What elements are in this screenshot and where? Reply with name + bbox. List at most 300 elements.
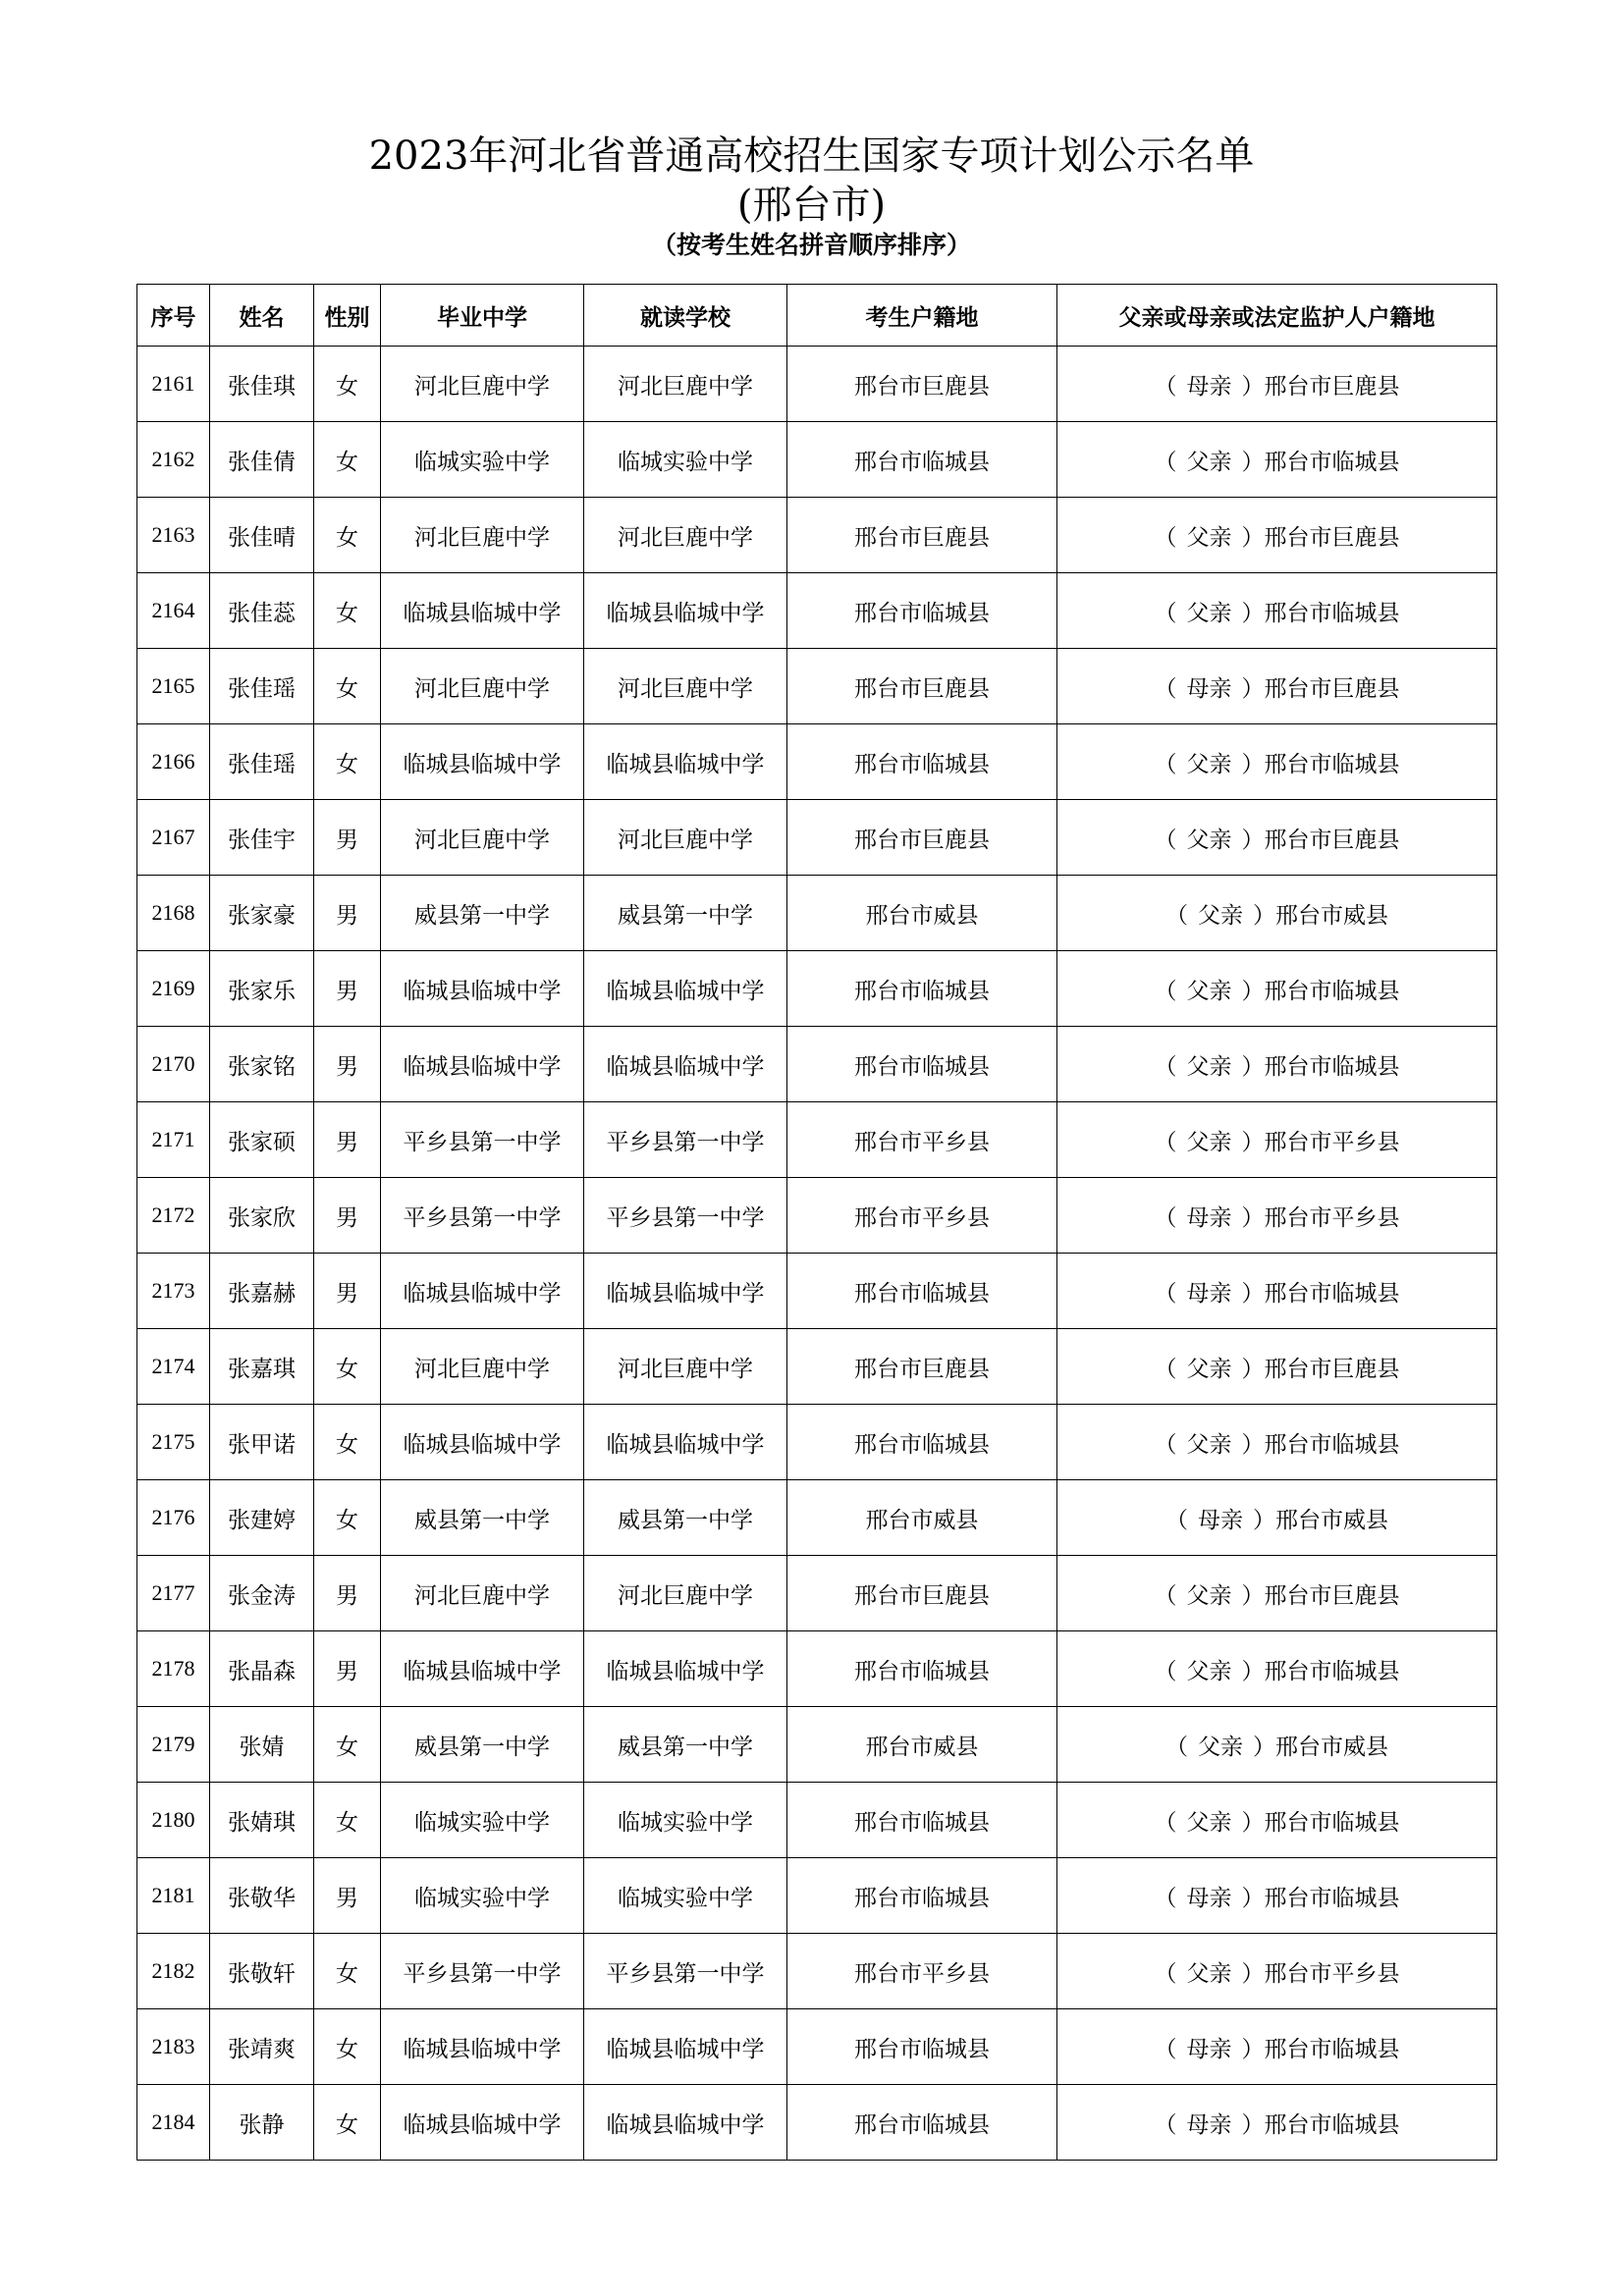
paren-close: ） <box>1241 1582 1265 1609</box>
student-name: 张佳晴 <box>210 498 314 573</box>
row-number: 2184 <box>137 2085 210 2161</box>
student-household: 邢台市临城县 <box>787 573 1057 649</box>
header-no: 序号 <box>137 285 210 347</box>
guardian-place: 邢台市巨鹿县 <box>1264 524 1400 551</box>
student-name: 张佳琪 <box>210 347 314 422</box>
table-row <box>137 876 1497 951</box>
guardian-relation: 父亲 <box>1186 1053 1232 1080</box>
student-household: 邢台市临城县 <box>787 2085 1057 2161</box>
current-school: 临城县临城中学 <box>584 951 787 1027</box>
paren-close: ） <box>1241 978 1265 1004</box>
guardian-household <box>1057 951 1497 1027</box>
guardian-relation: 母亲 <box>1186 1280 1232 1307</box>
student-household: 邢台市临城县 <box>787 422 1057 498</box>
paren-close: ） <box>1241 2111 1265 2138</box>
paren-close: ） <box>1241 1809 1265 1836</box>
gender: 女 <box>314 422 381 498</box>
table-row <box>137 1405 1497 1480</box>
guardian-household <box>1057 1858 1497 1934</box>
row-number: 2179 <box>137 1707 210 1783</box>
table-row <box>137 724 1497 800</box>
guardian-place: 邢台市威县 <box>1275 1507 1388 1533</box>
guardian-relation: 父亲 <box>1186 1960 1232 1987</box>
paren-open: （ <box>1154 751 1177 777</box>
page-subtitle-city: (邢台市) <box>736 183 887 228</box>
guardian-place: 邢台市临城县 <box>1264 1431 1400 1458</box>
guardian-place: 邢台市临城县 <box>1264 751 1400 777</box>
guardian-household <box>1057 573 1497 649</box>
student-name: 张靖爽 <box>210 2009 314 2085</box>
row-number: 2166 <box>137 724 210 800</box>
gender: 女 <box>314 2009 381 2085</box>
paren-open: （ <box>1154 1280 1177 1307</box>
guardian-place: 邢台市临城县 <box>1264 2111 1400 2138</box>
gender: 男 <box>314 951 381 1027</box>
current-school: 临城实验中学 <box>584 1783 787 1858</box>
graduation-school: 临城县临城中学 <box>381 1027 584 1102</box>
paren-close: ） <box>1241 827 1265 853</box>
guardian-relation: 父亲 <box>1186 1582 1232 1609</box>
paren-open: （ <box>1154 1885 1177 1911</box>
guardian-household <box>1057 1329 1497 1405</box>
gender: 女 <box>314 724 381 800</box>
paren-open: （ <box>1154 449 1177 475</box>
guardian-relation: 母亲 <box>1186 2111 1232 2138</box>
graduation-school: 河北巨鹿中学 <box>381 347 584 422</box>
student-household: 邢台市临城县 <box>787 2009 1057 2085</box>
table-row <box>137 498 1497 573</box>
gender: 女 <box>314 1783 381 1858</box>
paren-open: （ <box>1154 373 1177 400</box>
table-row <box>137 1027 1497 1102</box>
table-row <box>137 1707 1497 1783</box>
student-household: 邢台市平乡县 <box>787 1102 1057 1178</box>
row-number: 2168 <box>137 876 210 951</box>
student-household: 邢台市巨鹿县 <box>787 498 1057 573</box>
table-row <box>137 1254 1497 1329</box>
row-number: 2165 <box>137 649 210 724</box>
guardian-relation: 母亲 <box>1186 373 1232 400</box>
guardian-place: 邢台市巨鹿县 <box>1264 373 1400 400</box>
guardian-relation: 母亲 <box>1186 1885 1232 1911</box>
gender: 男 <box>314 1027 381 1102</box>
guardian-relation: 父亲 <box>1186 600 1232 626</box>
current-school: 临城县临城中学 <box>584 573 787 649</box>
guardian-household <box>1057 1631 1497 1707</box>
paren-close: ） <box>1241 1431 1265 1458</box>
table-row <box>137 573 1497 649</box>
paren-open: （ <box>1154 978 1177 1004</box>
guardian-relation: 父亲 <box>1186 1129 1232 1155</box>
guardian-place: 邢台市威县 <box>1275 1734 1388 1760</box>
paren-open: （ <box>1154 2111 1177 2138</box>
table-row <box>137 1329 1497 1405</box>
guardian-place: 邢台市临城县 <box>1264 1658 1400 1684</box>
current-school: 河北巨鹿中学 <box>584 1556 787 1631</box>
paren-open: （ <box>1154 1204 1177 1231</box>
paren-open: （ <box>1154 1356 1177 1382</box>
gender: 男 <box>314 1858 381 1934</box>
paren-close: ） <box>1241 1356 1265 1382</box>
paren-open: （ <box>1154 827 1177 853</box>
student-household: 邢台市临城县 <box>787 1027 1057 1102</box>
graduation-school: 临城县临城中学 <box>381 2085 584 2161</box>
graduation-school: 临城县临城中学 <box>381 951 584 1027</box>
paren-open: （ <box>1154 600 1177 626</box>
gender: 女 <box>314 1480 381 1556</box>
paren-open: （ <box>1154 1658 1177 1684</box>
graduation-school: 河北巨鹿中学 <box>381 1329 584 1405</box>
student-household: 邢台市平乡县 <box>787 1934 1057 2009</box>
guardian-place: 邢台市临城县 <box>1264 600 1400 626</box>
guardian-place: 邢台市巨鹿县 <box>1264 1582 1400 1609</box>
table-row <box>137 1783 1497 1858</box>
table-row <box>137 1631 1497 1707</box>
paren-open: （ <box>1165 1507 1188 1533</box>
paren-close: ） <box>1241 751 1265 777</box>
table-row <box>137 347 1497 422</box>
paren-close: ） <box>1241 1053 1265 1080</box>
paren-open: （ <box>1154 1809 1177 1836</box>
guardian-place: 邢台市临城县 <box>1264 2036 1400 2062</box>
guardian-place: 邢台市巨鹿县 <box>1264 827 1400 853</box>
paren-close: ） <box>1241 1280 1265 1307</box>
student-household: 邢台市临城县 <box>787 1783 1057 1858</box>
header-name: 姓名 <box>210 285 314 347</box>
guardian-household <box>1057 1480 1497 1556</box>
student-household: 邢台市临城县 <box>787 1254 1057 1329</box>
guardian-household <box>1057 1178 1497 1254</box>
student-household: 邢台市巨鹿县 <box>787 800 1057 876</box>
student-household: 邢台市威县 <box>787 876 1057 951</box>
table-row <box>137 1102 1497 1178</box>
paren-close: ） <box>1241 1960 1265 1987</box>
gender: 女 <box>314 1934 381 2009</box>
row-number: 2182 <box>137 1934 210 2009</box>
guardian-household <box>1057 1783 1497 1858</box>
gender: 男 <box>314 1178 381 1254</box>
current-school: 平乡县第一中学 <box>584 1934 787 2009</box>
graduation-school: 平乡县第一中学 <box>381 1178 584 1254</box>
student-name: 张家铭 <box>210 1027 314 1102</box>
student-household: 邢台市巨鹿县 <box>787 347 1057 422</box>
student-household: 邢台市平乡县 <box>787 1178 1057 1254</box>
guardian-relation: 父亲 <box>1186 1431 1232 1458</box>
gender: 女 <box>314 1405 381 1480</box>
current-school: 威县第一中学 <box>584 1480 787 1556</box>
header-study-school: 就读学校 <box>584 285 787 347</box>
student-name: 张金涛 <box>210 1556 314 1631</box>
guardian-relation: 父亲 <box>1186 449 1232 475</box>
current-school: 河北巨鹿中学 <box>584 498 787 573</box>
current-school: 临城县临城中学 <box>584 1254 787 1329</box>
graduation-school: 临城县临城中学 <box>381 1405 584 1480</box>
student-household: 邢台市临城县 <box>787 1405 1057 1480</box>
row-number: 2176 <box>137 1480 210 1556</box>
paren-open: （ <box>1154 1053 1177 1080</box>
gender: 男 <box>314 876 381 951</box>
paren-open: （ <box>1165 902 1188 929</box>
guardian-relation: 父亲 <box>1186 827 1232 853</box>
student-name: 张佳倩 <box>210 422 314 498</box>
current-school: 河北巨鹿中学 <box>584 347 787 422</box>
header-guardian-household: 父亲或母亲或法定监护人户籍地 <box>1057 285 1497 347</box>
guardian-household <box>1057 1254 1497 1329</box>
guardian-household <box>1057 1027 1497 1102</box>
student-name: 张佳瑶 <box>210 649 314 724</box>
guardian-household <box>1057 876 1497 951</box>
current-school: 临城县临城中学 <box>584 1631 787 1707</box>
student-name: 张婧 <box>210 1707 314 1783</box>
graduation-school: 临城县临城中学 <box>381 573 584 649</box>
current-school: 临城实验中学 <box>584 1858 787 1934</box>
paren-open: （ <box>1165 1734 1188 1760</box>
paren-close: ） <box>1241 449 1265 475</box>
student-name: 张甲诺 <box>210 1405 314 1480</box>
guardian-household <box>1057 1934 1497 2009</box>
gender: 女 <box>314 347 381 422</box>
row-number: 2174 <box>137 1329 210 1405</box>
paren-close: ） <box>1241 675 1265 702</box>
gender: 女 <box>314 1329 381 1405</box>
table-row <box>137 2009 1497 2085</box>
paren-close: ） <box>1241 1129 1265 1155</box>
row-number: 2163 <box>137 498 210 573</box>
row-number: 2170 <box>137 1027 210 1102</box>
guardian-relation: 父亲 <box>1186 1809 1232 1836</box>
table-row <box>137 649 1497 724</box>
row-number: 2167 <box>137 800 210 876</box>
current-school: 临城县临城中学 <box>584 724 787 800</box>
guardian-place: 邢台市临城县 <box>1264 1053 1400 1080</box>
paren-close: ） <box>1241 600 1265 626</box>
table-row <box>137 800 1497 876</box>
graduation-school: 临城县临城中学 <box>381 1254 584 1329</box>
guardian-household <box>1057 2085 1497 2161</box>
table-row <box>137 1480 1497 1556</box>
graduation-school: 威县第一中学 <box>381 1707 584 1783</box>
student-household: 邢台市巨鹿县 <box>787 1556 1057 1631</box>
row-number: 2173 <box>137 1254 210 1329</box>
guardian-household <box>1057 800 1497 876</box>
student-name: 张家乐 <box>210 951 314 1027</box>
graduation-school: 平乡县第一中学 <box>381 1934 584 2009</box>
student-household: 邢台市临城县 <box>787 1858 1057 1934</box>
guardian-relation: 母亲 <box>1186 2036 1232 2062</box>
current-school: 临城县临城中学 <box>584 2085 787 2161</box>
graduation-school: 临城实验中学 <box>381 1858 584 1934</box>
student-household: 邢台市威县 <box>787 1707 1057 1783</box>
guardian-relation: 父亲 <box>1186 978 1232 1004</box>
gender: 女 <box>314 573 381 649</box>
paren-close: ） <box>1253 902 1275 929</box>
guardian-place: 邢台市临城县 <box>1264 1809 1400 1836</box>
header-gender: 性别 <box>314 285 381 347</box>
graduation-school: 河北巨鹿中学 <box>381 649 584 724</box>
table-header-row <box>137 285 1497 347</box>
graduation-school: 临城实验中学 <box>381 1783 584 1858</box>
row-number: 2180 <box>137 1783 210 1858</box>
student-name: 张家豪 <box>210 876 314 951</box>
paren-close: ） <box>1241 2036 1265 2062</box>
gender: 女 <box>314 498 381 573</box>
student-household: 邢台市临城县 <box>787 1631 1057 1707</box>
student-name: 张家欣 <box>210 1178 314 1254</box>
guardian-household <box>1057 1556 1497 1631</box>
guardian-relation: 父亲 <box>1186 1658 1232 1684</box>
row-number: 2164 <box>137 573 210 649</box>
current-school: 威县第一中学 <box>584 1707 787 1783</box>
gender: 男 <box>314 1102 381 1178</box>
guardian-place: 邢台市巨鹿县 <box>1264 675 1400 702</box>
table-body <box>137 347 1497 2161</box>
guardian-relation: 父亲 <box>1186 524 1232 551</box>
paren-close: ） <box>1241 524 1265 551</box>
guardian-place: 邢台市平乡县 <box>1264 1129 1400 1155</box>
paren-close: ） <box>1241 1204 1265 1231</box>
table-row <box>137 1934 1497 2009</box>
gender: 女 <box>314 1707 381 1783</box>
paren-close: ） <box>1253 1734 1275 1760</box>
row-number: 2161 <box>137 347 210 422</box>
gender: 女 <box>314 649 381 724</box>
graduation-school: 临城县临城中学 <box>381 1631 584 1707</box>
gender: 女 <box>314 2085 381 2161</box>
guardian-place: 邢台市临城县 <box>1264 449 1400 475</box>
row-number: 2178 <box>137 1631 210 1707</box>
guardian-household <box>1057 724 1497 800</box>
guardian-relation: 母亲 <box>1186 1204 1232 1231</box>
gender: 男 <box>314 1631 381 1707</box>
header-grad-school: 毕业中学 <box>381 285 584 347</box>
student-name: 张佳宇 <box>210 800 314 876</box>
paren-open: （ <box>1154 1582 1177 1609</box>
row-number: 2175 <box>137 1405 210 1480</box>
row-number: 2177 <box>137 1556 210 1631</box>
sort-note: （按考生姓名拼音顺序排序） <box>651 231 971 259</box>
graduation-school: 河北巨鹿中学 <box>381 1556 584 1631</box>
row-number: 2181 <box>137 1858 210 1934</box>
student-name: 张佳瑶 <box>210 724 314 800</box>
current-school: 临城县临城中学 <box>584 1027 787 1102</box>
graduation-school: 河北巨鹿中学 <box>381 498 584 573</box>
gender: 男 <box>314 1556 381 1631</box>
paren-open: （ <box>1154 675 1177 702</box>
current-school: 平乡县第一中学 <box>584 1102 787 1178</box>
guardian-place: 邢台市威县 <box>1275 902 1388 929</box>
row-number: 2162 <box>137 422 210 498</box>
graduation-school: 平乡县第一中学 <box>381 1102 584 1178</box>
paren-open: （ <box>1154 524 1177 551</box>
table-row <box>137 1178 1497 1254</box>
roster-table <box>136 284 1497 2161</box>
gender: 男 <box>314 1254 381 1329</box>
guardian-relation: 母亲 <box>1186 675 1232 702</box>
student-name: 张嘉琪 <box>210 1329 314 1405</box>
student-name: 张静 <box>210 2085 314 2161</box>
guardian-relation: 父亲 <box>1198 902 1243 929</box>
table-row <box>137 1858 1497 1934</box>
current-school: 河北巨鹿中学 <box>584 800 787 876</box>
guardian-household <box>1057 1405 1497 1480</box>
student-name: 张家硕 <box>210 1102 314 1178</box>
student-name: 张嘉赫 <box>210 1254 314 1329</box>
current-school: 临城县临城中学 <box>584 1405 787 1480</box>
graduation-school: 河北巨鹿中学 <box>381 800 584 876</box>
student-household: 邢台市巨鹿县 <box>787 649 1057 724</box>
guardian-household <box>1057 649 1497 724</box>
guardian-relation: 父亲 <box>1186 1356 1232 1382</box>
paren-open: （ <box>1154 1129 1177 1155</box>
guardian-household <box>1057 2009 1497 2085</box>
table-row <box>137 1556 1497 1631</box>
student-name: 张佳蕊 <box>210 573 314 649</box>
current-school: 临城实验中学 <box>584 422 787 498</box>
paren-open: （ <box>1154 1960 1177 1987</box>
paren-open: （ <box>1154 1431 1177 1458</box>
guardian-place: 邢台市临城县 <box>1264 1280 1400 1307</box>
current-school: 威县第一中学 <box>584 876 787 951</box>
row-number: 2172 <box>137 1178 210 1254</box>
guardian-relation: 母亲 <box>1198 1507 1243 1533</box>
paren-close: ） <box>1241 1658 1265 1684</box>
gender: 男 <box>314 800 381 876</box>
current-school: 河北巨鹿中学 <box>584 1329 787 1405</box>
current-school: 平乡县第一中学 <box>584 1178 787 1254</box>
paren-close: ） <box>1241 1885 1265 1911</box>
table-row <box>137 951 1497 1027</box>
graduation-school: 临城县临城中学 <box>381 724 584 800</box>
current-school: 河北巨鹿中学 <box>584 649 787 724</box>
graduation-school: 临城实验中学 <box>381 422 584 498</box>
student-name: 张敬轩 <box>210 1934 314 2009</box>
student-household: 邢台市临城县 <box>787 951 1057 1027</box>
guardian-place: 邢台市平乡县 <box>1264 1960 1400 1987</box>
graduation-school: 威县第一中学 <box>381 876 584 951</box>
student-name: 张敬华 <box>210 1858 314 1934</box>
guardian-place: 邢台市巨鹿县 <box>1264 1356 1400 1382</box>
student-name: 张建婷 <box>210 1480 314 1556</box>
page-title: 2023年河北省普通高校招生国家专项计划公示名单 <box>368 133 1255 179</box>
current-school: 临城县临城中学 <box>584 2009 787 2085</box>
guardian-household <box>1057 1707 1497 1783</box>
header-household: 考生户籍地 <box>787 285 1057 347</box>
row-number: 2171 <box>137 1102 210 1178</box>
paren-close: ） <box>1241 373 1265 400</box>
guardian-household <box>1057 1102 1497 1178</box>
row-number: 2183 <box>137 2009 210 2085</box>
guardian-relation: 父亲 <box>1186 751 1232 777</box>
paren-close: ） <box>1253 1507 1275 1533</box>
guardian-household <box>1057 498 1497 573</box>
paren-open: （ <box>1154 2036 1177 2062</box>
table-row <box>137 422 1497 498</box>
guardian-relation: 父亲 <box>1198 1734 1243 1760</box>
guardian-place: 邢台市临城县 <box>1264 1885 1400 1911</box>
row-number: 2169 <box>137 951 210 1027</box>
guardian-household <box>1057 422 1497 498</box>
guardian-household <box>1057 347 1497 422</box>
student-household: 邢台市巨鹿县 <box>787 1329 1057 1405</box>
graduation-school: 临城县临城中学 <box>381 2009 584 2085</box>
graduation-school: 威县第一中学 <box>381 1480 584 1556</box>
guardian-place: 邢台市临城县 <box>1264 978 1400 1004</box>
student-name: 张晶森 <box>210 1631 314 1707</box>
student-household: 邢台市临城县 <box>787 724 1057 800</box>
table-row <box>137 2085 1497 2161</box>
student-name: 张婧琪 <box>210 1783 314 1858</box>
student-household: 邢台市威县 <box>787 1480 1057 1556</box>
